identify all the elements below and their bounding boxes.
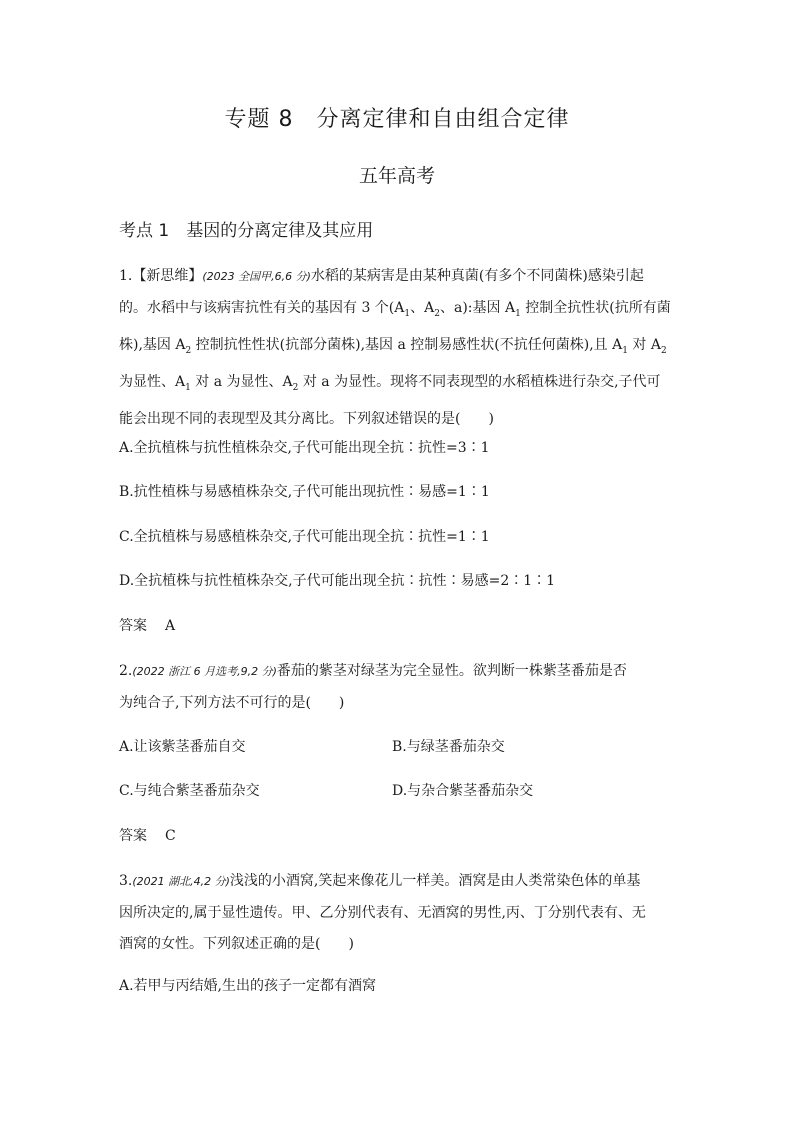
- text-run: 、a):基因 A: [439, 299, 516, 316]
- text-run: 的。水稻中与该病害抗性有关的基因有 3 个(A: [119, 299, 405, 316]
- subscript: 2: [434, 308, 440, 319]
- question-2-line-2: 为纯合子,下列方法不可行的是( ): [119, 694, 345, 711]
- question-1-option-b: B.抗性植株与易感植株杂交,子代可能出现抗性∶易感=1∶1: [119, 484, 490, 500]
- section-heading: 考点 1 基因的分离定律及其应用: [119, 221, 374, 241]
- text-run: 控制全抗性状(抗所有菌: [520, 299, 671, 316]
- question-3-tag: 3.: [119, 873, 133, 889]
- question-1-line-2: [119, 293, 679, 330]
- text-run: 对 a 为显性、A: [190, 374, 293, 391]
- question-1-answer: [119, 615, 175, 635]
- question-3-text: 浅浅的小酒窝,笑起来像花儿一样美。酒窝是由人类常染色体的单基: [229, 873, 641, 889]
- question-2-line-1: [119, 656, 679, 688]
- question-2-answer: [119, 825, 176, 845]
- answer-value: A: [165, 618, 176, 634]
- question-3-line-3: 酒窝的女性。下列叙述正确的是( ): [119, 936, 354, 952]
- question-3-option-a: A.若甲与丙结婚,生出的孩子一定都有酒窝: [119, 978, 377, 994]
- question-2-option-d: D.与杂合紫茎番茄杂交: [392, 783, 534, 799]
- text-run: 、A: [410, 299, 435, 316]
- question-2-option-a: A.让该紫茎番茄自交: [119, 739, 246, 755]
- answer-label: 答案: [119, 618, 147, 634]
- text-run: 株),基因 A: [119, 336, 186, 353]
- text-run: 为显性、A: [119, 374, 186, 391]
- question-1-option-a: A.全抗植株与抗性植株杂交,子代可能出现全抗∶抗性=3∶1: [119, 440, 490, 456]
- subscript: 1: [185, 382, 191, 393]
- question-2-option-c: C.与纯合紫茎番茄杂交: [119, 783, 260, 799]
- question-2-source: (2022 浙江 6 月选考,9,2 分): [132, 665, 277, 678]
- question-1-line-4: [119, 367, 679, 404]
- subscript: 2: [185, 345, 192, 356]
- text-run: 控制抗性性状(抗部分菌株),基因 a 控制易感性状(不抗任何菌株),且 A: [191, 336, 623, 353]
- question-1-line-5: 能会出现不同的表现型及其分离比。下列叙述错误的是( ): [119, 411, 494, 428]
- question-3-line-2: 因所决定的,属于显性遗传。甲、乙分别代表有、无酒窝的男性,丙、丁分别代表有、无: [119, 904, 646, 921]
- question-2-tag: 2.: [119, 663, 133, 679]
- subscript: 1: [622, 345, 628, 356]
- question-1-source: (2023 全国甲,6,6 分): [202, 270, 311, 283]
- question-1-option-d: D.全抗植株与抗性植株杂交,子代可能出现全抗∶抗性∶易感=2∶1∶1: [119, 573, 556, 589]
- document-subtitle: 五年高考: [358, 165, 435, 187]
- subscript: 1: [515, 308, 521, 319]
- answer-value: C: [165, 828, 176, 844]
- question-1-stem: [119, 261, 679, 436]
- text-run: 对 A: [627, 336, 661, 353]
- question-1-line-3: [119, 330, 679, 367]
- question-3-line-1: [119, 866, 679, 898]
- document-title: 专题 8 分离定律和自由组合定律: [224, 107, 570, 132]
- subscript: 2: [292, 382, 299, 393]
- question-1-text: 水稻的某病害是由某种真菌(有多个不同菌株)感染引起: [310, 268, 644, 284]
- question-2-text: 番茄的紫茎对绿茎为完全显性。欲判断一株紫茎番茄是否: [276, 663, 627, 679]
- answer-label: 答案: [119, 828, 147, 844]
- question-3-stem: [119, 866, 679, 961]
- subscript: 2: [660, 345, 667, 356]
- question-1-option-c: C.全抗植株与易感植株杂交,子代可能出现全抗∶抗性=1∶1: [119, 529, 490, 545]
- text-run: 对 a 为显性。现将不同表现型的水稻植株进行杂交,子代可: [298, 374, 661, 391]
- question-2-option-b: B.与绿茎番茄杂交: [392, 739, 505, 755]
- question-2-stem: [119, 656, 679, 719]
- question-1-line-1: [119, 261, 679, 293]
- subscript: 1: [404, 308, 411, 319]
- question-3-source: (2021 湖北,4,2 分): [132, 875, 230, 888]
- question-1-tag: 1.【新思维】: [119, 268, 203, 284]
